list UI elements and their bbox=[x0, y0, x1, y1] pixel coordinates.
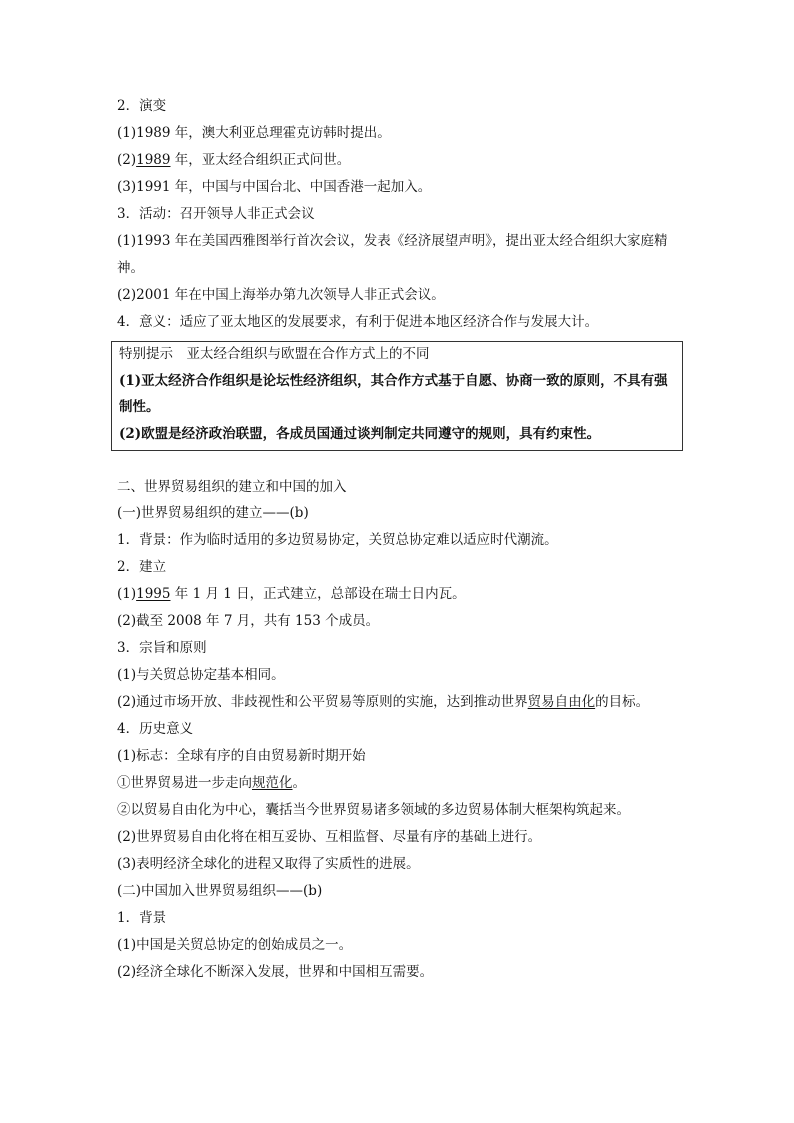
establish-item-1: (1)1995 年 1 月 1 日，正式建立，总部设在瑞士日内瓦。 bbox=[117, 586, 466, 602]
evolution-item-1: (1)1989 年，澳大利亚总理霍克访韩时提出。 bbox=[117, 125, 391, 141]
underlined-term: 贸易自由化 bbox=[527, 694, 596, 710]
china-background-item-2: (2)经济全球化不断深入发展，世界和中国相互需要。 bbox=[117, 964, 434, 980]
china-background-heading: 1．背景 bbox=[117, 910, 167, 926]
evolution-heading: 2．演变 bbox=[117, 98, 167, 114]
subsection-1-heading: (一)世界贸易组织的建立——(b) bbox=[117, 505, 309, 521]
underlined-term: 规范化 bbox=[252, 775, 293, 791]
tip-point-1-line2: 制性。 bbox=[119, 399, 160, 415]
evolution-item-3: (3)1991 年，中国与中国台北、中国香港一起加入。 bbox=[117, 179, 432, 195]
underlined-year: 1995 bbox=[136, 586, 171, 602]
history-item-1b: ②以贸易自由化为中心，囊括当今世界贸易诸多领域的多边贸易体制大框架构筑起来。 bbox=[117, 802, 630, 818]
principles-heading: 3．宗旨和原则 bbox=[117, 640, 207, 656]
tip-point-1-line1: (1)亚太经济合作组织是论坛性经济组织，其合作方式基于自愿、协商一致的原则，不具有强 bbox=[119, 373, 668, 389]
subsection-2-heading: (二)中国加入世界贸易组织——(b) bbox=[117, 883, 323, 899]
history-heading: 4．历史意义 bbox=[117, 721, 194, 737]
china-background-item-1: (1)中国是关贸总协定的创始成员之一。 bbox=[117, 937, 353, 953]
underlined-year: 1989 bbox=[136, 152, 171, 168]
activity-item-1-line1: (1)1993 年在美国西雅图举行首次会议，发表《经济展望声明》，提出亚太经合组织大家庭精 bbox=[117, 233, 668, 249]
tip-point-2: (2)欧盟是经济政治联盟，各成员国通过谈判制定共同遵守的规则，具有约束性。 bbox=[119, 426, 601, 442]
evolution-item-2: (2)1989 年，亚太经合组织正式问世。 bbox=[117, 152, 351, 168]
principles-item-2: (2)通过市场开放、非歧视性和公平贸易等原则的实施，达到推动世界贸易自由化的目标。 bbox=[117, 694, 650, 710]
tip-title: 特别提示 亚太经合组织与欧盟在合作方式上的不同 bbox=[119, 346, 430, 362]
special-tip-box bbox=[111, 341, 683, 451]
establish-heading: 2．建立 bbox=[117, 559, 167, 575]
activity-item-1-line2: 神。 bbox=[117, 260, 144, 276]
establish-item-2: (2)截至 2008 年 7 月，共有 153 个成员。 bbox=[117, 613, 380, 629]
history-item-2: (2)世界贸易自由化将在相互妥协、互相监督、尽量有序的基础上进行。 bbox=[117, 829, 542, 845]
significance: 4．意义：适应了亚太地区的发展要求，有利于促进本地区经济合作与发展大计。 bbox=[117, 314, 599, 330]
history-item-1a: ①世界贸易进一步走向规范化。 bbox=[117, 775, 306, 791]
history-item-3: (3)表明经济全球化的进程又取得了实质性的进展。 bbox=[117, 856, 420, 872]
activity-item-2: (2)2001 年在中国上海举办第九次领导人非正式会议。 bbox=[117, 287, 445, 303]
activity-heading: 3．活动：召开领导人非正式会议 bbox=[117, 206, 315, 222]
principles-item-1: (1)与关贸总协定基本相同。 bbox=[117, 667, 285, 683]
wto-background: 1．背景：作为临时适用的多边贸易协定，关贸总协定难以适应时代潮流。 bbox=[117, 532, 558, 548]
history-item-1: (1)标志：全球有序的自由贸易新时期开始 bbox=[117, 748, 366, 764]
section-heading: 二、世界贸易组织的建立和中国的加入 bbox=[117, 479, 347, 495]
